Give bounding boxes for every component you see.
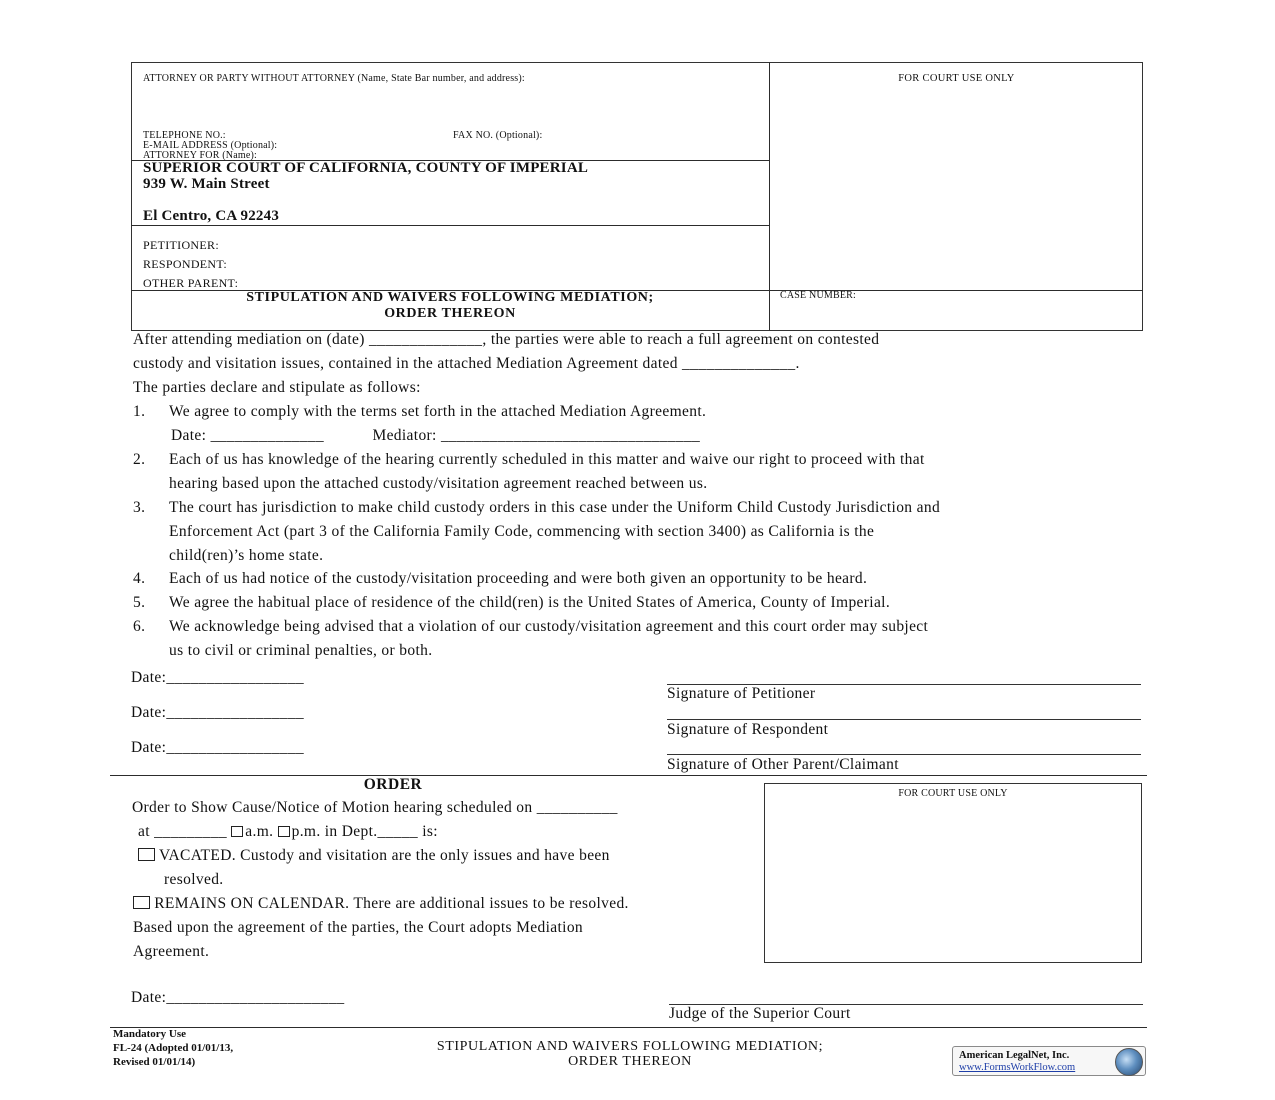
order-hearing-line: Order to Show Cause/Notice of Motion hearing scheduled on __________ <box>132 799 618 816</box>
item-2-text-line1: Each of us has knowledge of the hearing currently scheduled in this matter and waive our right to proceed with that <box>169 451 925 468</box>
item-2-text-line2: hearing based upon the attached custody/visitation agreement reached between us. <box>169 475 708 492</box>
item-6-text-line1: We acknowledge being advised that a violation of our custody/visitation agreement and this court order may subject <box>169 618 929 635</box>
footer-revised: Revised 01/01/14) <box>113 1056 196 1068</box>
telephone-label: TELEPHONE NO.: <box>143 130 226 141</box>
remains-on-calendar-checkbox[interactable] <box>133 896 150 909</box>
petitioner-signature-label: Signature of Petitioner <box>667 685 816 702</box>
other-parent-label: OTHER PARENT: <box>143 276 239 290</box>
other-parent-signature-label: Signature of Other Parent/Claimant <box>667 756 899 773</box>
declare-line: The parties declare and stipulate as follows: <box>133 379 421 396</box>
agreement-date-blank[interactable]: ______________ <box>682 355 796 372</box>
court-name: SUPERIOR COURT OF CALIFORNIA, COUNTY OF IMPERIAL <box>143 160 589 176</box>
petitioner-label: PETITIONER: <box>143 238 219 252</box>
remains-option: REMAINS ON CALENDAR. There are additional issues to be resolved. <box>133 895 629 913</box>
hearing-time-blank[interactable]: _________ <box>154 823 228 840</box>
footer-title-line2: ORDER THEREON <box>568 1054 692 1069</box>
footer-mandatory-use: Mandatory Use <box>113 1028 187 1040</box>
american-legalnet-logo-badge[interactable] <box>952 1046 1146 1076</box>
court-street: 939 W. Main Street <box>143 176 270 192</box>
respondent-date-line: Date:_________________ <box>131 704 305 721</box>
item-1-date-blank[interactable]: ______________ <box>210 427 324 444</box>
case-number-label: CASE NUMBER: <box>780 290 857 301</box>
publisher-name: American LegalNet, Inc. <box>959 1050 1070 1061</box>
judge-date-blank[interactable]: ______________________ <box>166 989 345 1006</box>
court-use-label-top: FOR COURT USE ONLY <box>898 73 1015 84</box>
hearing-date-blank[interactable]: __________ <box>536 799 618 816</box>
respondent-signature-line[interactable] <box>667 719 1141 720</box>
court-use-box-bottom <box>764 783 1142 963</box>
globe-icon <box>1115 1048 1143 1076</box>
email-label: E-MAIL ADDRESS (Optional): <box>143 140 278 151</box>
judge-date-line: Date:______________________ <box>131 989 345 1006</box>
form-title-line2: ORDER THEREON <box>384 306 516 321</box>
intro-line-2: custody and visitation issues, contained in the attached Mediation Agreement dated ______________. <box>133 355 800 372</box>
order-heading: ORDER <box>363 776 423 793</box>
other-parent-signature-line[interactable] <box>667 754 1141 755</box>
respondent-date-blank[interactable]: _________________ <box>166 704 305 721</box>
item-4-number: 4. <box>133 570 146 587</box>
petitioner-date-line: Date:_________________ <box>131 669 305 686</box>
item-6-number: 6. <box>133 618 146 635</box>
vacated-checkbox[interactable] <box>138 848 155 861</box>
item-4-text: Each of us had notice of the custody/visitation proceeding and were both given an opportunity to be heard. <box>169 570 868 587</box>
footer-divider <box>110 1027 1147 1028</box>
court-use-label-bottom: FOR COURT USE ONLY <box>898 788 1008 799</box>
footer-form-id: FL-24 (Adopted 01/01/13, <box>113 1042 234 1054</box>
item-3-text-line1: The court has jurisdiction to make child custody orders in this case under the Uniform Child Custody Jurisdiction and <box>169 499 941 516</box>
court-block-divider <box>131 225 769 226</box>
intro-line-1: After attending mediation on (date) ______________, the parties were able to reach a full agreement on contested <box>133 331 880 348</box>
item-6-text-line2: us to civil or criminal penalties, or both. <box>169 642 433 659</box>
respondent-label: RESPONDENT: <box>143 257 228 271</box>
item-1-text: We agree to comply with the terms set forth in the attached Mediation Agreement. <box>169 403 707 420</box>
mediation-date-blank[interactable]: ______________ <box>369 331 483 348</box>
mediator-name-blank[interactable]: ________________________________ <box>440 427 701 444</box>
fax-label: FAX NO. (Optional): <box>453 130 543 141</box>
item-3-text-line3: child(ren)’s home state. <box>169 547 324 564</box>
am-checkbox[interactable] <box>231 826 243 837</box>
vacated-option-line2: resolved. <box>164 871 224 888</box>
item-5-text: We agree the habitual place of residence of the child(ren) is the United States of America, County of Imperial. <box>169 594 891 611</box>
item-2-number: 2. <box>133 451 146 468</box>
petitioner-date-blank[interactable]: _________________ <box>166 669 305 686</box>
other-parent-date-blank[interactable]: _________________ <box>166 739 305 756</box>
respondent-signature-label: Signature of Respondent <box>667 721 829 738</box>
item-3-text-line2: Enforcement Act (part 3 of the California Family Code, commencing with section 3400) as California is the <box>169 523 875 540</box>
dept-blank[interactable]: _____ <box>377 823 419 840</box>
pm-checkbox[interactable] <box>278 826 290 837</box>
item-5-number: 5. <box>133 594 146 611</box>
order-time-dept-line: at _________ a.m. p.m. in Dept._____ is: <box>138 823 438 840</box>
attorney-label: ATTORNEY OR PARTY WITHOUT ATTORNEY (Name, State Bar number, and address): <box>143 73 525 84</box>
attorney-for-label: ATTORNEY FOR (Name): <box>143 150 257 161</box>
form-title-line1: STIPULATION AND WAIVERS FOLLOWING MEDIATION; <box>246 290 654 305</box>
publisher-website-link[interactable]: www.FormsWorkFlow.com <box>959 1062 1076 1073</box>
item-3-number: 3. <box>133 499 146 516</box>
item-1-date-mediator-line: Date: ______________ Mediator: ________________________________ <box>171 427 701 444</box>
footer-title-line1: STIPULATION AND WAIVERS FOLLOWING MEDIATION; <box>436 1039 824 1054</box>
item-1-number: 1. <box>133 403 146 420</box>
other-parent-date-line: Date:_________________ <box>131 739 305 756</box>
adopt-line-1: Based upon the agreement of the parties, the Court adopts Mediation <box>133 919 584 936</box>
adopt-line-2: Agreement. <box>133 943 210 960</box>
judge-signature-label: Judge of the Superior Court <box>669 1005 851 1022</box>
vacated-option: VACATED. Custody and visitation are the only issues and have been <box>138 847 610 865</box>
court-city: El Centro, CA 92243 <box>143 208 280 224</box>
